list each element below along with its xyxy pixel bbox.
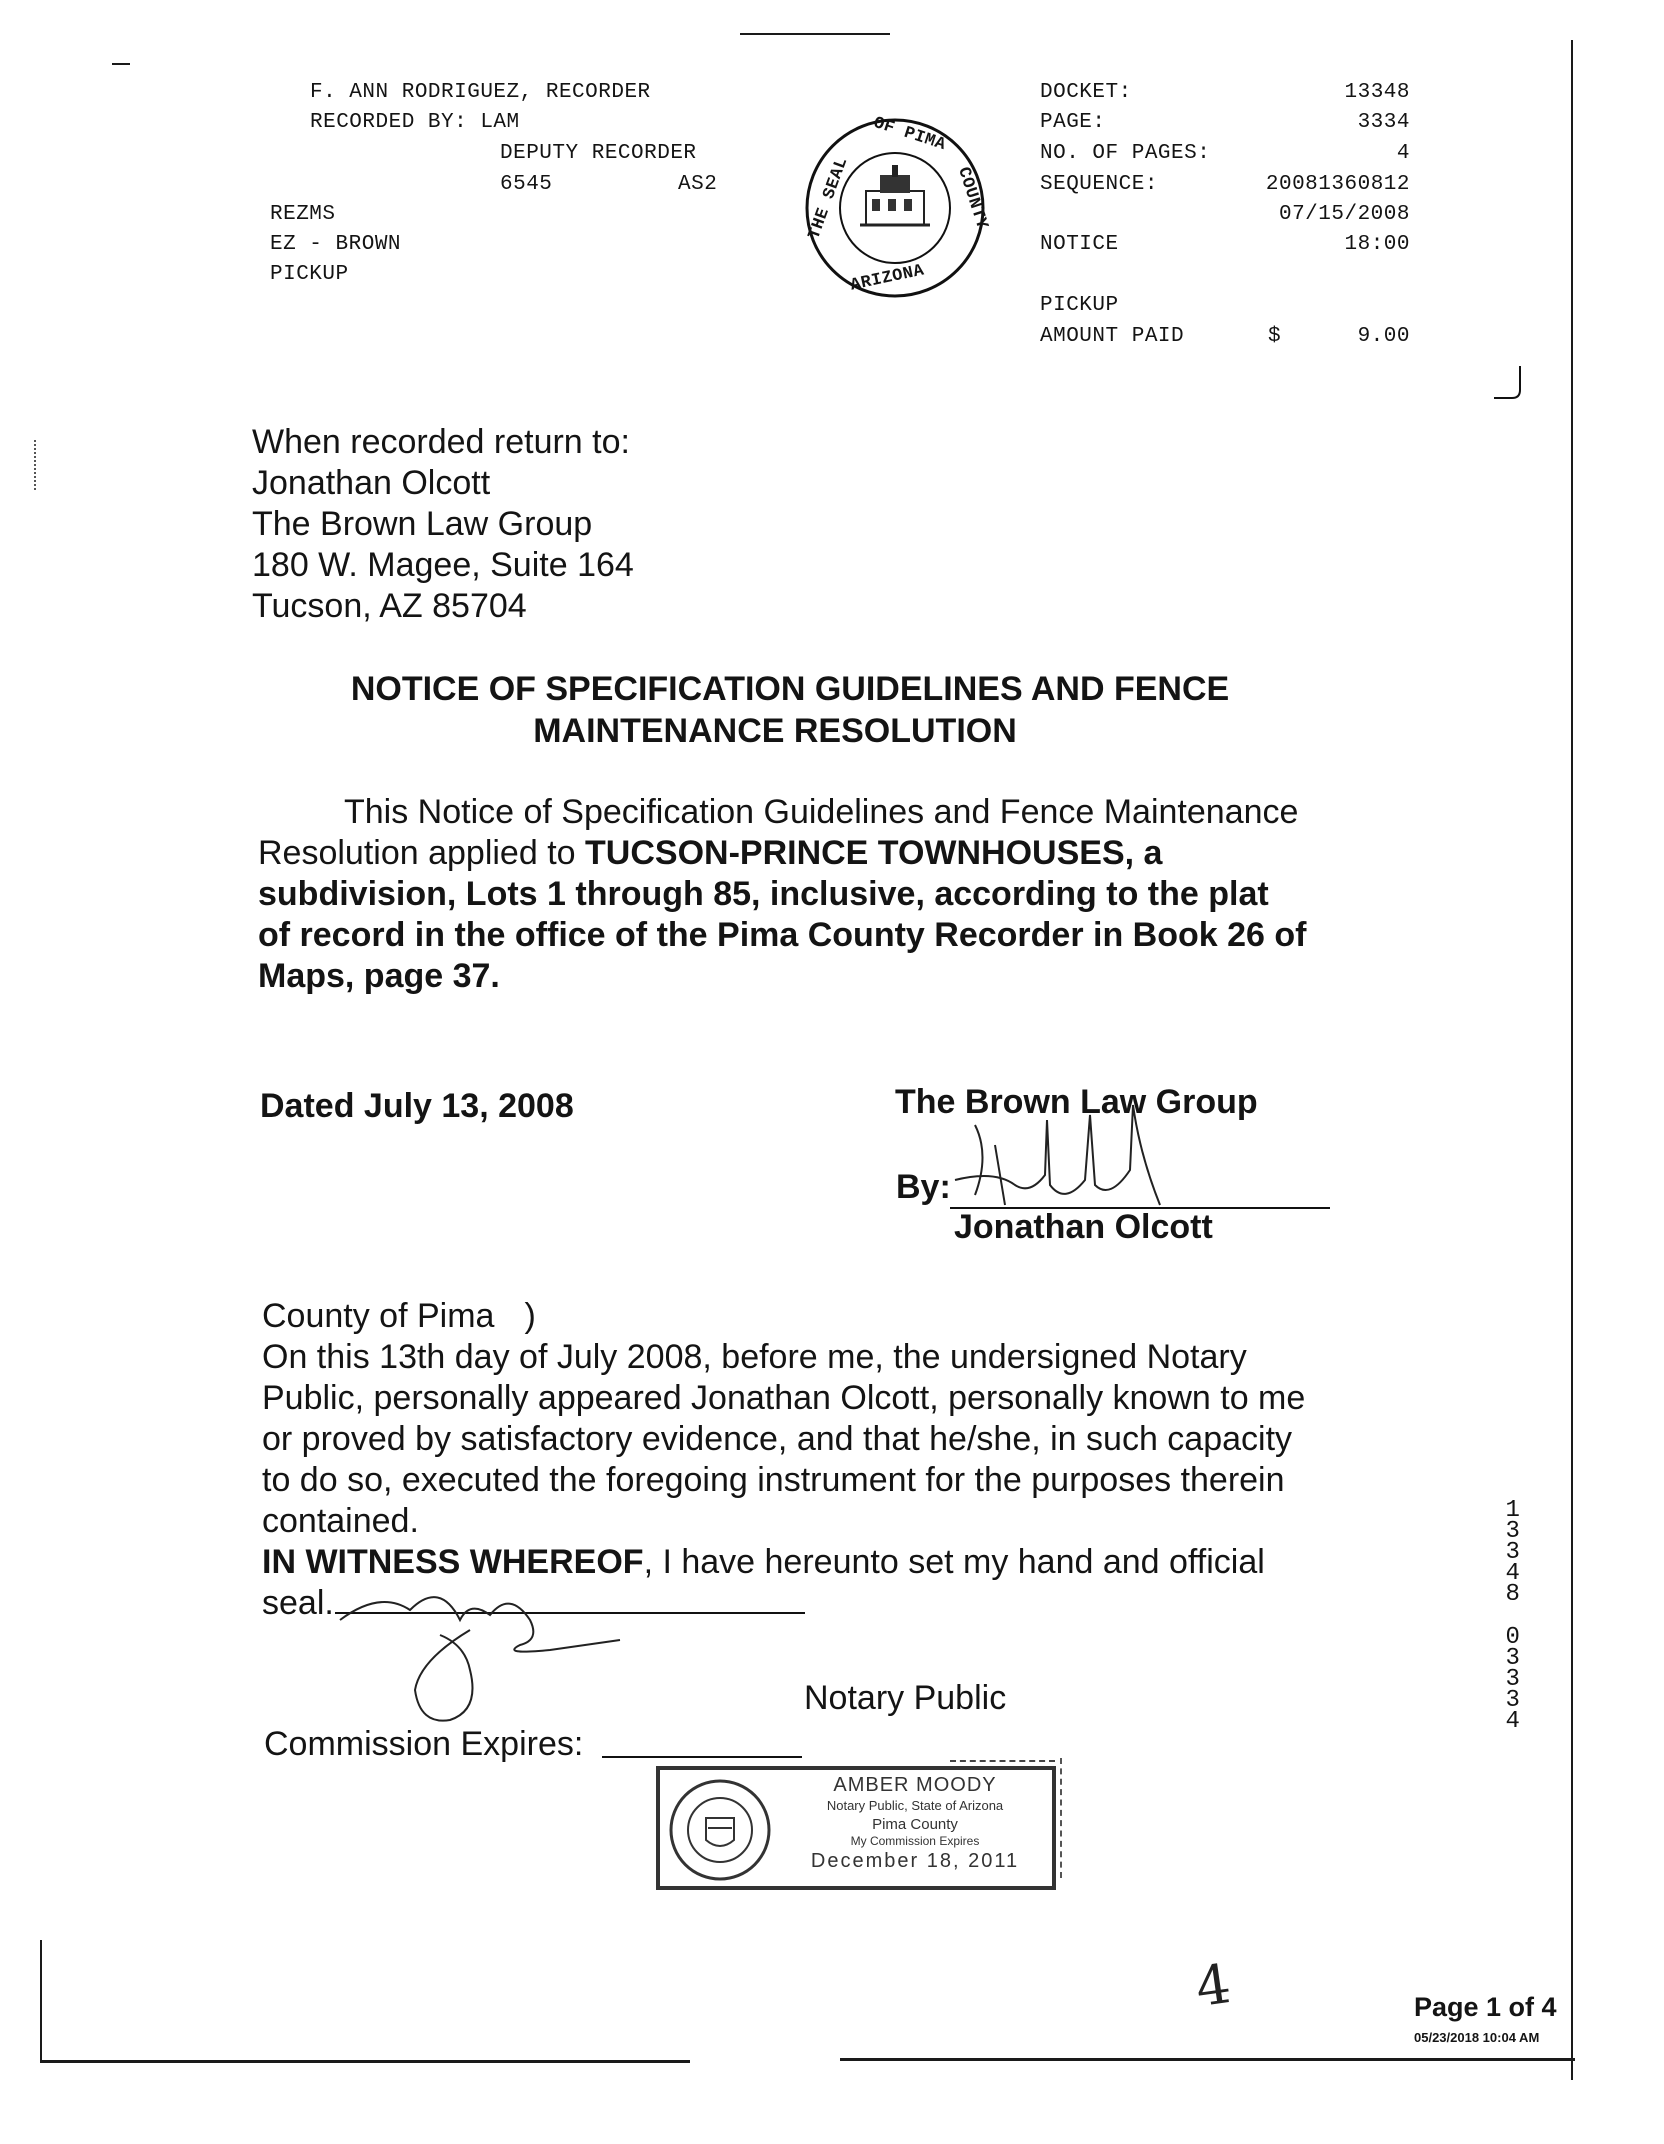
pages-value: 4	[1396, 142, 1410, 165]
sequence-value: 20081360812	[1265, 173, 1410, 196]
dated-line: Dated July 13, 2008	[260, 1087, 574, 1125]
notary-line-1: On this 13th day of July 2008, before me, the undersigned Notary	[262, 1338, 1247, 1376]
seal-left-text: THE SEAL	[805, 155, 853, 242]
recorder-header-right	[1040, 77, 1410, 357]
side-digit: 3	[1505, 1666, 1521, 1693]
line-ez-brown: EZ - BROWN	[270, 233, 402, 256]
side-digit: 4	[1505, 1708, 1521, 1735]
deputy-recorder: DEPUTY RECORDER	[500, 142, 697, 165]
pickup-label: PICKUP	[1040, 294, 1119, 317]
notary-line-5: contained.	[262, 1502, 419, 1540]
county-text: County of Pima	[262, 1297, 495, 1335]
left-edge-dots	[34, 440, 39, 490]
line-rezms: REZMS	[270, 203, 336, 226]
recorder-code-right: AS2	[678, 173, 718, 196]
paragraph-line-1: This Notice of Specification Guidelines and Fence Maintenance	[344, 793, 1299, 831]
arizona-seal-icon	[668, 1778, 772, 1882]
stamp-commission-label: My Commission Expires	[850, 1834, 980, 1848]
county-paren: )	[524, 1297, 536, 1335]
notary-county	[262, 1296, 536, 1337]
notary-public-label: Notary Public	[804, 1679, 1007, 1717]
signer-name: Jonathan Olcott	[954, 1208, 1213, 1246]
side-digit: 4	[1505, 1560, 1521, 1587]
page-value: 3334	[1357, 111, 1410, 134]
left-tick-mark	[112, 63, 130, 65]
return-to-firm: The Brown Law Group	[252, 505, 593, 543]
bottom-page-edge-left	[40, 2060, 690, 2063]
paragraph-line-2-normal: Resolution applied to	[258, 834, 586, 872]
notary-stamp	[656, 1766, 1056, 1890]
stamp-dashed-top	[950, 1760, 1055, 1762]
stamp-title: Notary Public, State of Arizona	[826, 1798, 1004, 1813]
paragraph-line-2	[258, 833, 1358, 874]
side-digit: 8	[1505, 1581, 1521, 1608]
stamp-name: AMBER MOODY	[833, 1774, 997, 1796]
commission-line	[602, 1756, 802, 1758]
notary-line-4: to do so, executed the foregoing instrument for the purposes therein	[262, 1461, 1285, 1499]
left-page-edge	[40, 1940, 42, 2062]
amount-currency: $	[1268, 325, 1282, 348]
side-digit: 3	[1505, 1645, 1521, 1672]
return-to-block	[252, 422, 852, 627]
side-digit: 3	[1505, 1687, 1521, 1714]
title-line-2: MAINTENANCE RESOLUTION	[533, 712, 1017, 750]
recorder-code-left: 6545	[500, 173, 553, 196]
recorded-by: RECORDED BY: LAM	[310, 111, 520, 134]
record-time: 18:00	[1344, 233, 1410, 256]
title-line-1: NOTICE OF SPECIFICATION GUIDELINES AND FENCE	[350, 670, 1230, 708]
docket-label: DOCKET:	[1040, 81, 1132, 104]
docket-value: 13348	[1344, 81, 1410, 104]
handwritten-page-mark: 4	[1191, 1951, 1235, 2020]
witness-bold: IN WITNESS WHEREOF	[262, 1543, 644, 1581]
top-scan-mark	[740, 33, 890, 35]
firm-signature-heading: The Brown Law Group	[895, 1083, 1258, 1121]
paragraph-line-4: of record in the office of the Pima County Recorder in Book 26 of	[258, 916, 1307, 954]
return-to-heading: When recorded return to:	[252, 423, 630, 461]
notary-line-2: Public, personally appeared Jonathan Olcott, personally known to me	[262, 1379, 1306, 1417]
document-title	[250, 668, 1350, 752]
bottom-page-edge-right	[840, 2058, 1575, 2061]
commission-expires-label: Commission Expires:	[264, 1725, 584, 1763]
side-digit: 3	[1505, 1518, 1521, 1545]
return-to-name: Jonathan Olcott	[252, 464, 491, 502]
pages-label: NO. OF PAGES:	[1040, 142, 1211, 165]
county-seal	[800, 113, 990, 303]
right-page-edge	[1571, 40, 1573, 2080]
stamp-county: Pima County	[872, 1816, 958, 1833]
seal-top-text: OF PIMA	[870, 113, 949, 156]
side-digit: 3	[1505, 1539, 1521, 1566]
print-timestamp: 05/23/2018 10:04 AM	[1414, 2030, 1540, 2045]
notary-line-3: or proved by satisfactory evidence, and that he/she, in such capacity	[262, 1420, 1293, 1458]
notary-signature-icon	[320, 1560, 660, 1730]
page-label: PAGE:	[1040, 111, 1106, 134]
stamp-expiration: December 18, 2011	[810, 1850, 1020, 1872]
amount-value: 9.00	[1357, 325, 1410, 348]
amount-label: AMOUNT PAID	[1040, 325, 1185, 348]
paragraph-line-5: Maps, page 37.	[258, 957, 500, 995]
seal-right-text: COUNTY	[953, 165, 992, 232]
notice-paragraph	[258, 792, 1358, 997]
seal-word: seal.	[262, 1584, 334, 1622]
by-label: By:	[896, 1168, 951, 1206]
record-date: 07/15/2008	[1278, 203, 1410, 226]
paragraph-line-2-bold: TUCSON-PRINCE TOWNHOUSES, a	[585, 834, 1163, 872]
corner-mark-icon	[1490, 362, 1530, 402]
sequence-label: SEQUENCE:	[1040, 173, 1158, 196]
page-number: Page 1 of 4	[1414, 1992, 1557, 2022]
notice-label: NOTICE	[1040, 233, 1119, 256]
side-digit: 0	[1505, 1624, 1521, 1651]
return-to-street: 180 W. Magee, Suite 164	[252, 546, 634, 584]
recorder-name: F. ANN RODRIGUEZ, RECORDER	[310, 81, 651, 104]
attorney-signature-icon	[935, 1085, 1195, 1235]
witness-rest: , I have hereunto set my hand and official	[643, 1543, 1265, 1581]
recorder-header-left	[270, 77, 750, 297]
seal-bottom-text: ARIZONA	[848, 261, 927, 296]
side-docket-number	[1498, 1497, 1528, 1735]
line-pickup: PICKUP	[270, 263, 349, 286]
paragraph-line-3: subdivision, Lots 1 through 85, inclusive, according to the plat	[258, 875, 1269, 913]
stamp-dashed-edge	[1050, 1758, 1062, 1878]
return-to-city: Tucson, AZ 85704	[252, 587, 527, 625]
side-digit: 1	[1505, 1497, 1521, 1524]
